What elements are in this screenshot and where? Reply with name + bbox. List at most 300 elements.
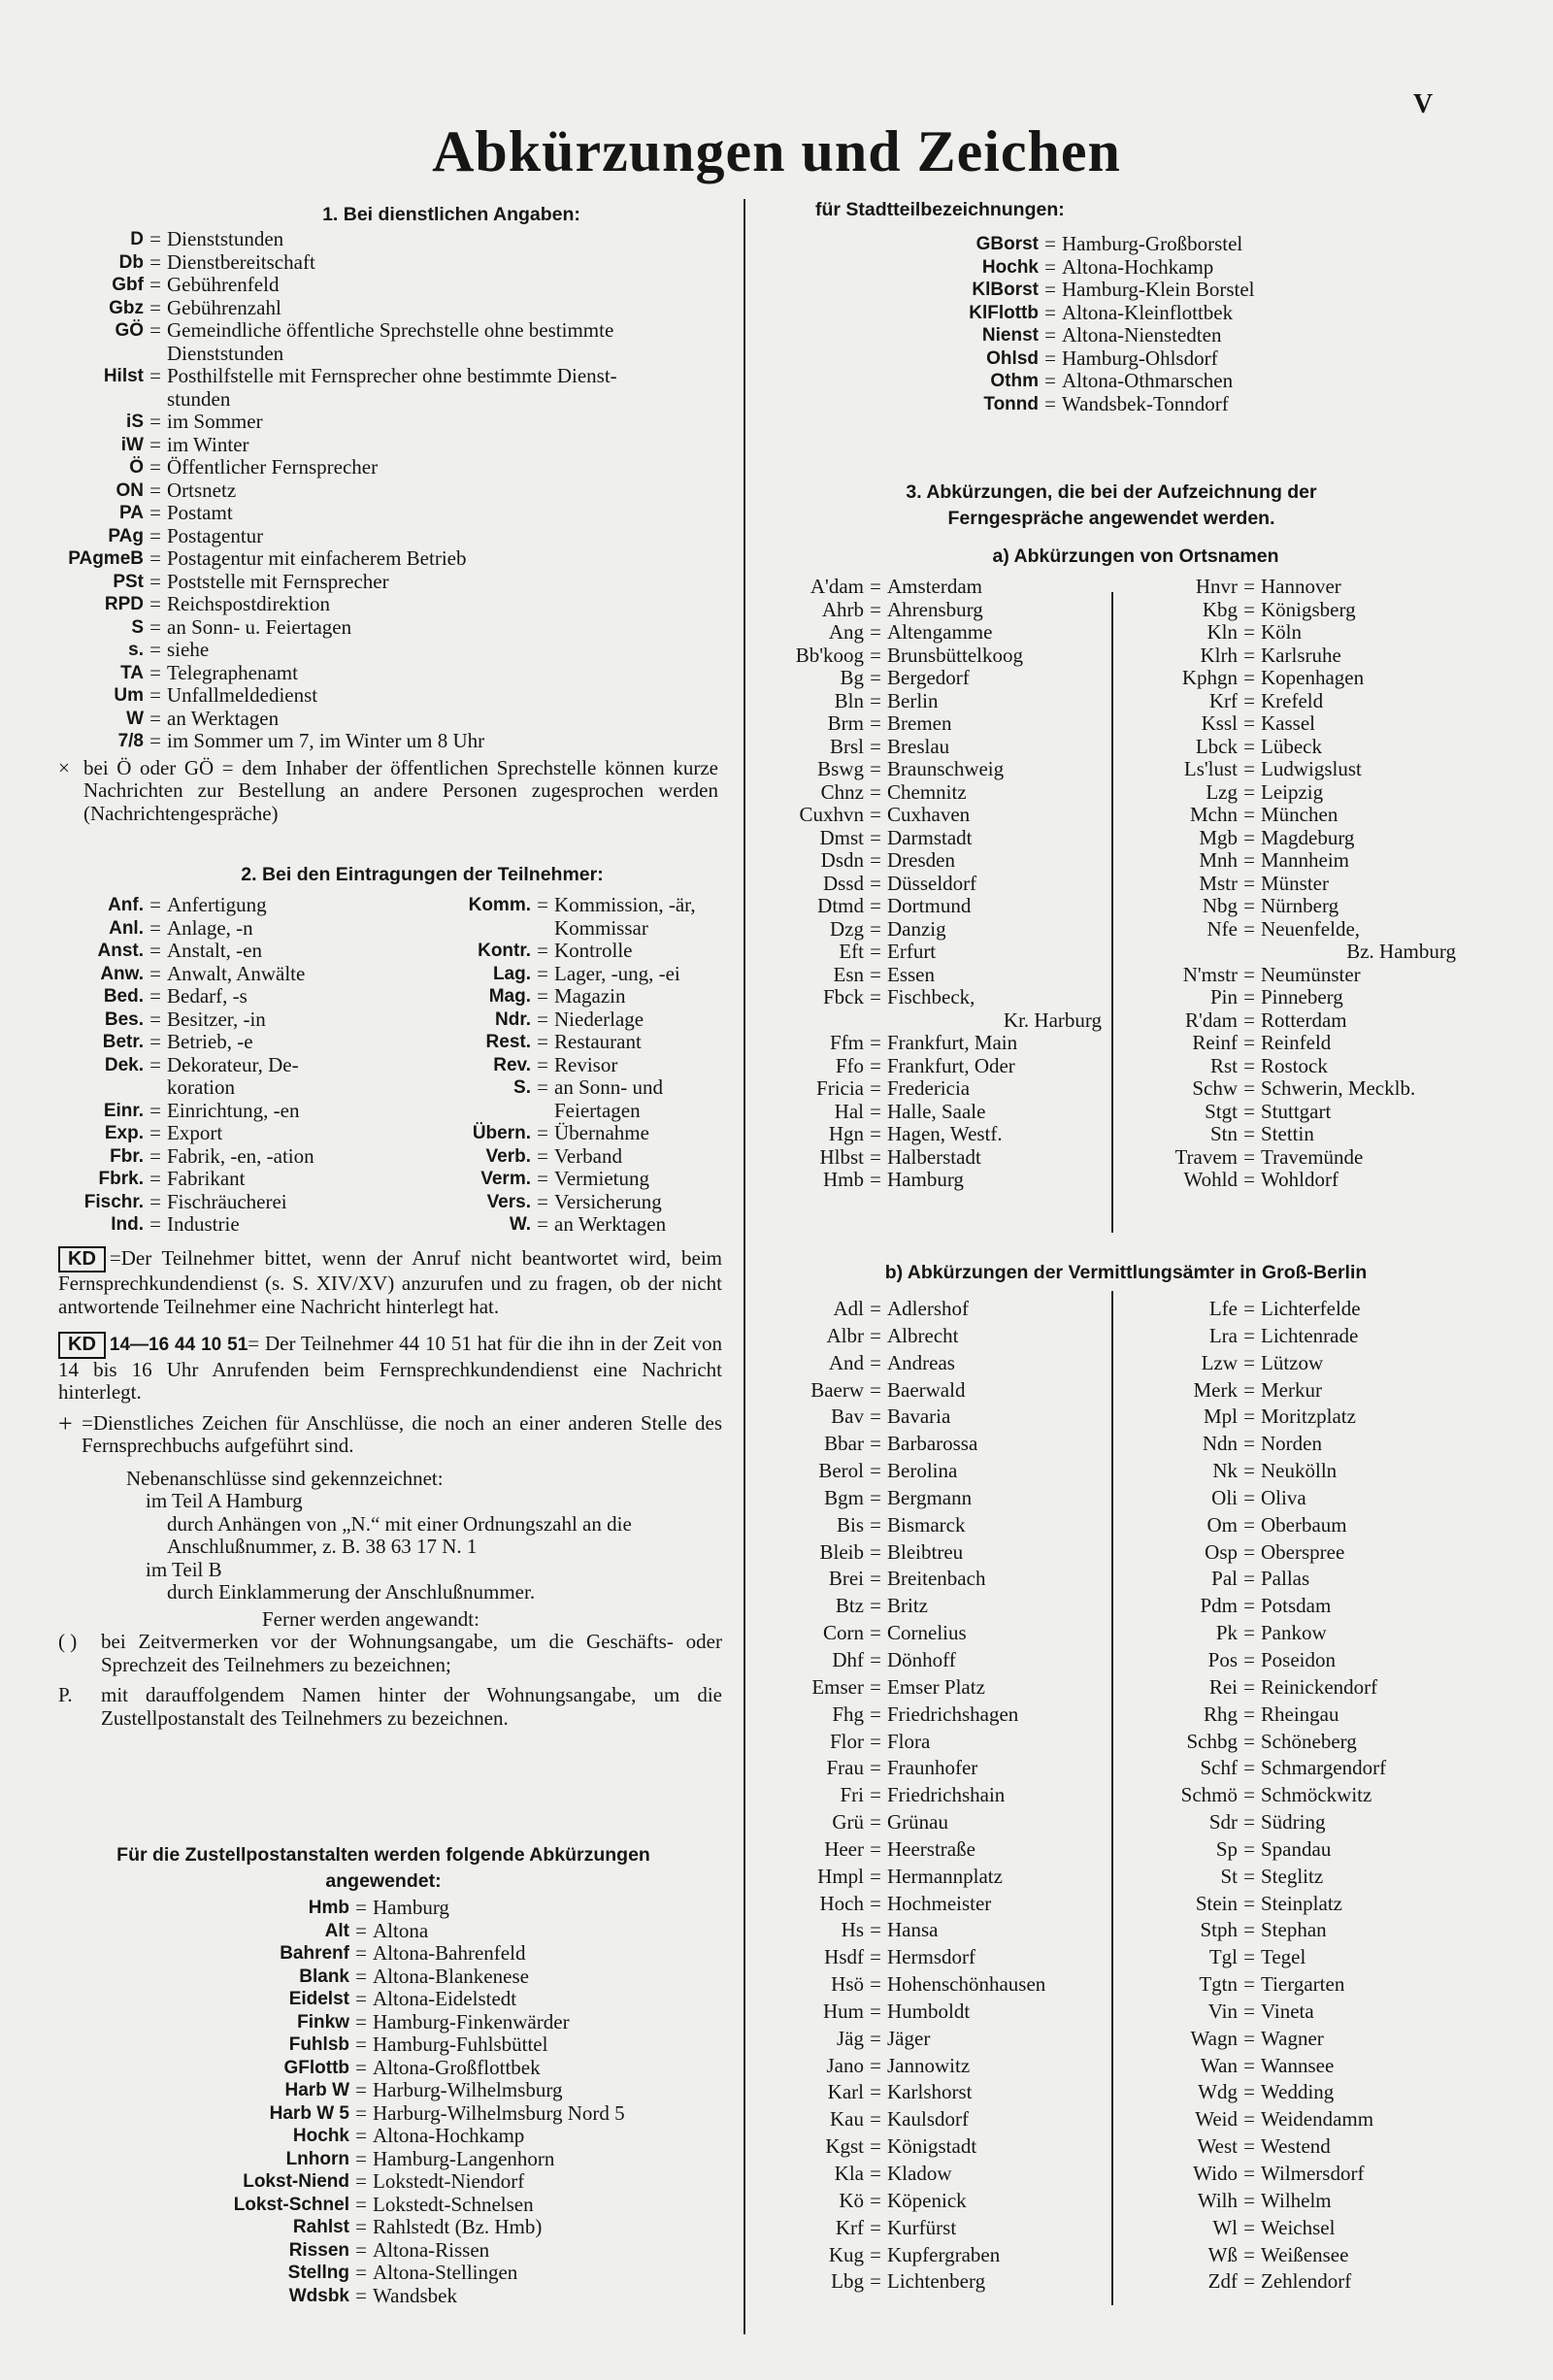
abbreviation-key: GBorst: [975, 234, 1039, 254]
abbreviation-continuation: Kr. Harburg: [1003, 1008, 1102, 1032]
equals-sign: =: [1243, 1729, 1255, 1753]
abbreviation-key: Bis: [836, 1512, 864, 1537]
section-1: [58, 202, 728, 825]
abbreviation-key: Komm.: [468, 895, 531, 915]
abbreviation-value: Essen: [887, 962, 935, 986]
abbreviation-value: Hohenschönhausen: [887, 1972, 1046, 1997]
equals-sign: =: [870, 1377, 881, 1402]
abbreviation-row: [767, 1123, 1111, 1146]
equals-sign: =: [1243, 1702, 1255, 1726]
abbreviation-key: Rahlst: [292, 2217, 349, 2237]
equals-sign: =: [355, 1987, 367, 2010]
abbreviation-row: [767, 370, 1466, 393]
abbreviation-key: Tonnd: [983, 393, 1039, 414]
abbreviation-value: Hagen, Westf.: [887, 1122, 1003, 1145]
equals-sign: =: [149, 939, 161, 962]
abbreviation-row: [767, 576, 1111, 599]
abbreviation-row: [1111, 827, 1466, 850]
abbreviation-row: [58, 593, 728, 616]
abbreviation-row: [767, 256, 1466, 280]
abbreviation-row: [767, 827, 1111, 850]
abbreviation-row: [58, 2239, 728, 2263]
abbreviation-value: Wandsbek-Tonndorf: [1062, 391, 1229, 415]
abbreviation-key: Wß: [1207, 2242, 1238, 2266]
section-3: [767, 479, 1466, 1192]
abbreviation-value: Hermannplatz: [887, 1864, 1003, 1888]
abbreviation-row: [1111, 781, 1466, 805]
abbreviation-row: [1111, 1620, 1466, 1647]
equals-sign: =: [870, 1432, 881, 1456]
abbreviation-row: [58, 251, 728, 275]
equals-sign: =: [1243, 871, 1255, 895]
abbreviation-value: Pankow: [1261, 1621, 1327, 1645]
abbreviation-value: Dortmund: [887, 894, 972, 917]
abbreviation-row: [767, 1674, 1111, 1702]
equals-sign: =: [1243, 2134, 1255, 2159]
section-2: [58, 862, 728, 1730]
abbreviation-value: Danzig: [887, 916, 946, 941]
abbreviation-value: Gemeindliche öffentliche Sprechstelle ohne bestimmte: [167, 318, 614, 342]
abbreviation-value: Weidendamm: [1261, 2107, 1374, 2132]
abbreviation-row: [767, 347, 1466, 371]
abbreviation-value: Oberspree: [1261, 1539, 1345, 1564]
abbreviation-key: Kgst: [825, 2134, 864, 2159]
abbreviation-key: Klrh: [1200, 643, 1238, 667]
abbreviation-value: Hochmeister: [887, 1891, 992, 1915]
abbreviation-value: Stuttgart: [1261, 1099, 1332, 1123]
equals-sign: =: [1044, 278, 1056, 301]
abbreviation-value: Hamburg-Langenhorn: [373, 2146, 555, 2170]
abbreviation-row: [1111, 1809, 1466, 1836]
kd-note-1-text: =Der Teilnehmer bittet, wenn der Anruf nicht beantwortet wird, beim Fernsprechkundendienst (s. S. XIV/XV) anzurufen und zu fragen, ob der nicht antwortende Teilnehmer eine Nachricht hinterlegt hat.: [58, 1245, 722, 1318]
abbreviation-row: [1111, 986, 1466, 1009]
equals-sign: =: [1243, 2242, 1255, 2266]
abbreviation-continuation: Feiertagen: [554, 1098, 641, 1122]
abbreviation-row: [767, 1755, 1111, 1782]
abbreviation-value: Magazin: [554, 984, 626, 1008]
abbreviation-key: Wdg: [1198, 2080, 1238, 2104]
abbreviation-continuation: Dienststunden: [167, 341, 284, 365]
abbreviation-key: PA: [119, 503, 144, 523]
abbreviation-row: [1111, 712, 1466, 736]
abbreviation-value: an Werktagen: [167, 706, 280, 730]
abbreviation-value: Kontrolle: [554, 939, 633, 962]
abbreviation-row: [58, 547, 728, 571]
equals-sign: =: [870, 1918, 881, 1942]
abbreviation-key: Exp.: [104, 1123, 144, 1143]
abbreviation-key: Anl.: [109, 917, 144, 939]
page-title: Abkürzungen und Zeichen: [432, 119, 1121, 183]
plus-symbol: +: [58, 1408, 73, 1438]
abbreviation-key: Tgtn: [1199, 1972, 1238, 1997]
equals-sign: =: [1243, 2215, 1255, 2239]
abbreviation-row: [767, 873, 1111, 896]
abbreviation-row: [58, 434, 728, 457]
abbreviation-key: Vers.: [486, 1191, 531, 1212]
abbreviation-row: [1111, 2215, 1466, 2242]
equals-sign: =: [870, 1945, 881, 1969]
abbreviation-key: Btz: [835, 1594, 864, 1618]
abbreviation-value: Braunschweig: [887, 757, 1005, 780]
abbreviation-value: Westend: [1261, 2134, 1331, 2159]
abbreviation-row: [393, 1168, 728, 1191]
abbreviation-value: Berlin: [887, 688, 939, 712]
equals-sign: =: [1243, 962, 1255, 986]
abbreviation-row: [767, 804, 1111, 827]
ortsnamen-right-list: [1111, 576, 1466, 1192]
equals-sign: =: [870, 1972, 881, 1997]
abbreviation-key: Brm: [827, 711, 864, 735]
abbreviation-key: Rst: [1209, 1053, 1238, 1077]
equals-sign: =: [870, 1810, 881, 1835]
abbreviation-value: Hamburg: [887, 1168, 964, 1191]
abbreviation-row: [1111, 849, 1466, 873]
equals-sign: =: [1243, 1323, 1255, 1347]
equals-sign: =: [1243, 711, 1255, 735]
abbreviation-value: Kaulsdorf: [887, 2107, 969, 2132]
abbreviation-value: Hamburg-Finkenwärder: [373, 2009, 570, 2033]
abbreviation-key: Bbar: [824, 1432, 864, 1456]
equals-sign: =: [870, 2242, 881, 2266]
abbreviation-key: Bgm: [824, 1485, 864, 1509]
equals-sign: =: [870, 597, 881, 621]
equals-sign: =: [1243, 2053, 1255, 2077]
abbreviation-value: Baerwald: [887, 1377, 966, 1402]
abbreviation-value: Amsterdam: [887, 575, 982, 598]
abbreviation-row: [767, 2053, 1111, 2080]
abbreviation-key: Harb W 5: [269, 2102, 349, 2124]
abbreviation-row: [58, 1145, 393, 1169]
equals-sign: =: [870, 2188, 881, 2212]
section-1-list: [58, 228, 728, 753]
equals-sign: =: [870, 1485, 881, 1509]
abbreviation-row: [1111, 1917, 1466, 1944]
teil-a-text: durch Anhängen von „N.“ mit einer Ordnungszahl an die Anschlußnummer, z. B. 38 63 17 N. 1: [167, 1511, 632, 1558]
equals-sign: =: [355, 2009, 367, 2033]
equals-sign: =: [1243, 803, 1255, 826]
abbreviation-value: Stettin: [1261, 1122, 1314, 1145]
abbreviation-key: Anw.: [100, 963, 144, 984]
abbreviation-key: Lzg: [1206, 779, 1238, 804]
equals-sign: =: [149, 1030, 161, 1053]
abbreviation-row: [393, 1145, 728, 1169]
equals-sign: =: [870, 1836, 881, 1861]
equals-sign: =: [1243, 1099, 1255, 1123]
zustell-section: [58, 1842, 728, 2307]
abbreviation-value: Cuxhaven: [887, 803, 971, 826]
equals-sign: =: [1044, 254, 1056, 279]
abbreviation-value: Dönhoff: [887, 1647, 956, 1671]
abbreviation-row: [767, 1077, 1111, 1101]
abbreviation-key: Rest.: [485, 1032, 531, 1052]
equals-sign: =: [149, 432, 161, 456]
abbreviation-row: [767, 1917, 1111, 1944]
equals-sign: =: [870, 940, 881, 963]
abbreviation-value: Rheingau: [1261, 1702, 1339, 1726]
abbreviation-key: West: [1197, 2134, 1238, 2159]
abbreviation-value: Industrie: [167, 1212, 240, 1236]
equals-sign: =: [870, 825, 881, 849]
abbreviation-key: Verm.: [480, 1169, 531, 1189]
section-2-right-list: [393, 894, 728, 1237]
abbreviation-key: PSt: [113, 571, 144, 592]
abbreviation-value: Potsdam: [1261, 1594, 1332, 1618]
kd-note-2-text: = Der Teilnehmer 44 10 51 hat für die ihn in der Zeit von 14 bis 16 Uhr Anrufenden beim Fernsprechkundendienst eine Nachricht hinterlegt.: [58, 1332, 722, 1404]
abbreviation-value: Berolina: [887, 1459, 958, 1483]
abbreviation-key: Hsdf: [824, 1945, 864, 1969]
abbreviation-key: Brei: [828, 1567, 864, 1591]
equals-sign: =: [870, 1076, 881, 1100]
abbreviation-row: [58, 963, 393, 986]
abbreviation-row: [767, 2188, 1111, 2215]
abbreviation-row: [767, 1350, 1111, 1377]
abbreviation-value: Wandsbek: [373, 2283, 457, 2307]
abbreviation-row: [1111, 1593, 1466, 1620]
equals-sign: =: [870, 2053, 881, 2077]
abbreviation-value: Harburg-Wilhelmsburg Nord 5: [373, 2100, 625, 2125]
abbreviation-row: [767, 1032, 1111, 1055]
abbreviation-key: D: [130, 229, 144, 249]
abbreviation-value: Friedrichshagen: [887, 1702, 1019, 1726]
abbreviation-row: [58, 616, 728, 640]
equals-sign: =: [1243, 2080, 1255, 2104]
abbreviation-value: Altona-Nienstedten: [1062, 323, 1222, 347]
abbreviation-row: [1111, 1864, 1466, 1891]
abbreviation-row: [58, 1008, 393, 1032]
equals-sign: =: [1044, 300, 1056, 324]
abbreviation-value: Postagentur: [167, 523, 264, 547]
abbreviation-value: Barbarossa: [887, 1432, 978, 1456]
abbreviation-key: Schw: [1192, 1076, 1238, 1100]
abbreviation-value: Heerstraße: [887, 1836, 975, 1861]
abbreviation-key: Harb W: [284, 2080, 349, 2100]
abbreviation-value: München: [1261, 803, 1338, 826]
abbreviation-key: Kau: [830, 2107, 864, 2132]
abbreviation-row: [1111, 1485, 1466, 1512]
abbreviation-row: [1111, 758, 1466, 781]
abbreviation-key: Wilh: [1197, 2188, 1238, 2212]
abbreviation-value: Revisor: [554, 1052, 618, 1076]
equals-sign: =: [1243, 2162, 1255, 2185]
equals-sign: =: [355, 2192, 367, 2216]
abbreviation-key: PAg: [108, 525, 144, 546]
abbreviation-row: [767, 781, 1111, 805]
equals-sign: =: [355, 2078, 367, 2101]
equals-sign: =: [870, 2107, 881, 2132]
abbreviation-key: Ndr.: [495, 1008, 531, 1030]
note-paragraph: [58, 757, 728, 826]
abbreviation-value: Flora: [887, 1729, 931, 1753]
abbreviation-value: Düsseldorf: [887, 871, 977, 895]
abbreviation-value: Reichspostdirektion: [167, 592, 330, 615]
equals-sign: =: [1243, 1512, 1255, 1537]
abbreviation-row: [58, 2170, 728, 2194]
equals-sign: =: [537, 1143, 548, 1168]
equals-sign: =: [355, 2100, 367, 2125]
abbreviation-key: Mgb: [1199, 825, 1238, 849]
abbreviation-row: [393, 1076, 728, 1100]
abbreviation-value: Hansa: [887, 1918, 939, 1942]
zustell-heading: Für die Zustellpostanstalten werden folgende Abkürzungen angewendet:: [116, 1844, 650, 1892]
equals-sign: =: [149, 364, 161, 387]
equals-sign: =: [1243, 848, 1255, 872]
equals-sign: =: [149, 523, 161, 547]
abbreviation-value: Moritzplatz: [1261, 1405, 1356, 1429]
abbreviation-row: [1111, 1944, 1466, 1971]
abbreviation-value: Emser Platz: [887, 1674, 985, 1699]
equals-sign: =: [355, 1918, 367, 1942]
abbreviation-key: Berol: [818, 1459, 864, 1483]
abbreviation-row: [1111, 1350, 1466, 1377]
abbreviation-value: Wohldorf: [1261, 1168, 1338, 1191]
equals-sign: =: [1044, 346, 1056, 370]
equals-sign: =: [870, 666, 881, 689]
abbreviation-row: [1111, 1431, 1466, 1458]
abbreviation-key: Finkw: [297, 2011, 349, 2033]
equals-sign: =: [1243, 1810, 1255, 1835]
p-note: [58, 1684, 728, 1730]
equals-sign: =: [870, 894, 881, 917]
abbreviation-row: [58, 525, 728, 548]
abbreviation-value: an Sonn- u. Feiertagen: [167, 614, 352, 639]
abbreviation-row: [58, 2079, 728, 2102]
abbreviation-key: Kontr.: [478, 941, 531, 961]
abbreviation-value: Stephan: [1261, 1918, 1327, 1942]
abbreviation-value: Breitenbach: [887, 1567, 986, 1591]
abbreviation-key: Ffm: [829, 1031, 864, 1054]
equals-sign: =: [870, 1539, 881, 1564]
abbreviation-key: Chnz: [820, 779, 864, 804]
equals-sign: =: [870, 1674, 881, 1699]
equals-sign: =: [870, 1729, 881, 1753]
abbreviation-key: Mag.: [488, 986, 531, 1007]
abbreviation-row: [58, 2194, 728, 2217]
abbreviation-value: Altona-Kleinflottbek: [1062, 300, 1234, 324]
abbreviation-row: [767, 1702, 1111, 1729]
equals-sign: =: [1243, 1122, 1255, 1145]
abbreviation-key: s.: [128, 640, 144, 660]
equals-sign: =: [149, 592, 161, 615]
abbreviation-row: [58, 502, 728, 525]
equals-sign: =: [149, 227, 161, 250]
abbreviation-value: Kommission, -är,: [554, 893, 696, 916]
abbreviation-row: [58, 917, 393, 941]
equals-sign: =: [870, 1144, 881, 1169]
abbreviation-value: Kupfergraben: [887, 2242, 1001, 2266]
abbreviation-value: Rahlstedt (Bz. Hmb): [373, 2215, 543, 2238]
equals-sign: =: [870, 1647, 881, 1671]
abbreviation-key: Fbr.: [110, 1145, 144, 1167]
equals-sign: =: [870, 1756, 881, 1780]
abbreviation-row: [767, 1782, 1111, 1809]
equals-sign: =: [870, 1053, 881, 1077]
abbreviation-key: Hal: [834, 1099, 864, 1123]
equals-sign: =: [1243, 1836, 1255, 1861]
abbreviation-value: Altengamme: [887, 620, 993, 644]
abbreviation-key: Sp: [1215, 1836, 1238, 1861]
abbreviation-key: Anst.: [97, 941, 144, 961]
abbreviation-row: [1111, 1404, 1466, 1431]
abbreviation-key: ON: [116, 479, 144, 501]
teil-a-label: im Teil A Hamburg: [146, 1489, 303, 1512]
abbreviation-row: [58, 1966, 728, 1989]
abbreviation-row: [767, 1512, 1111, 1539]
abbreviation-value: Vermietung: [554, 1167, 649, 1190]
equals-sign: =: [1243, 894, 1255, 917]
abbreviation-key: Wl: [1212, 2215, 1238, 2239]
abbreviation-row: [1111, 1729, 1466, 1756]
abbreviation-row: [58, 2262, 728, 2285]
abbreviation-key: TA: [120, 662, 144, 683]
abbreviation-key: Bes.: [104, 1008, 144, 1030]
abbreviation-key: W: [126, 708, 144, 729]
abbreviation-value: Besitzer, -in: [167, 1007, 266, 1031]
equals-sign: =: [149, 295, 161, 319]
abbreviation-key: Tgl: [1208, 1945, 1238, 1969]
equals-sign: =: [870, 2134, 881, 2159]
abbreviation-row: [767, 1323, 1111, 1350]
abbreviation-value: Postagentur mit einfacherem Betrieb: [167, 546, 467, 570]
equals-sign: =: [870, 2026, 881, 2050]
abbreviation-value: Karlsruhe: [1261, 643, 1341, 667]
abbreviation-value: Merkur: [1261, 1377, 1322, 1402]
abbreviation-key: Dzg: [830, 916, 864, 941]
equals-sign: =: [149, 1189, 161, 1213]
equals-sign: =: [870, 1350, 881, 1374]
abbreviation-key: Rissen: [288, 2239, 349, 2261]
abbreviation-value: Jannowitz: [887, 2053, 971, 2077]
equals-sign: =: [355, 2261, 367, 2284]
abbreviation-row: [767, 918, 1111, 942]
abbreviation-value: Hermsdorf: [887, 1945, 975, 1969]
abbreviation-value: Hannover: [1261, 575, 1341, 598]
abbreviation-value: Harburg-Wilhelmsburg: [373, 2078, 563, 2101]
abbreviation-value: im Sommer um 7, im Winter um 8 Uhr: [167, 729, 485, 752]
abbreviation-row: [767, 2133, 1111, 2161]
abbreviation-value: Erfurt: [887, 940, 937, 963]
equals-sign: =: [870, 1512, 881, 1537]
kd-box-1: KD: [58, 1246, 106, 1273]
abbreviation-row: [1111, 667, 1466, 690]
equals-sign: =: [870, 1405, 881, 1429]
abbreviation-value: Weißensee: [1261, 2242, 1349, 2266]
equals-sign: =: [870, 803, 881, 826]
abbreviation-row: [58, 940, 393, 963]
abbreviation-value: Leipzig: [1261, 779, 1324, 804]
abbreviation-key: Zdf: [1207, 2269, 1238, 2294]
abbreviation-key: Lnhorn: [285, 2148, 349, 2169]
abbreviation-row: [1111, 804, 1466, 827]
abbreviation-value: Kopenhagen: [1261, 666, 1365, 689]
abbreviation-value: Lokstedt-Schnelsen: [373, 2192, 534, 2216]
abbreviation-key: And: [828, 1350, 864, 1374]
abbreviation-value: Oberbaum: [1261, 1512, 1347, 1537]
abbreviation-value: Hamburg-Klein Borstel: [1062, 278, 1255, 301]
abbreviation-row: [767, 758, 1111, 781]
abbreviation-row: [1111, 2053, 1466, 2080]
abbreviation-key: 7/8: [117, 731, 144, 751]
abbreviation-key: Alt: [324, 1920, 349, 1941]
abbreviation-key: Hgn: [828, 1122, 864, 1145]
abbreviation-value: Breslau: [887, 734, 950, 758]
abbreviation-key: Bg: [840, 666, 864, 689]
abbreviation-key: KlBorst: [972, 280, 1039, 300]
abbreviation-value: Einrichtung, -en: [167, 1098, 300, 1122]
abbreviation-row: [58, 2102, 728, 2126]
equals-sign: =: [1243, 1594, 1255, 1618]
abbreviation-value: Spandau: [1261, 1836, 1332, 1861]
equals-sign: =: [870, 1297, 881, 1320]
